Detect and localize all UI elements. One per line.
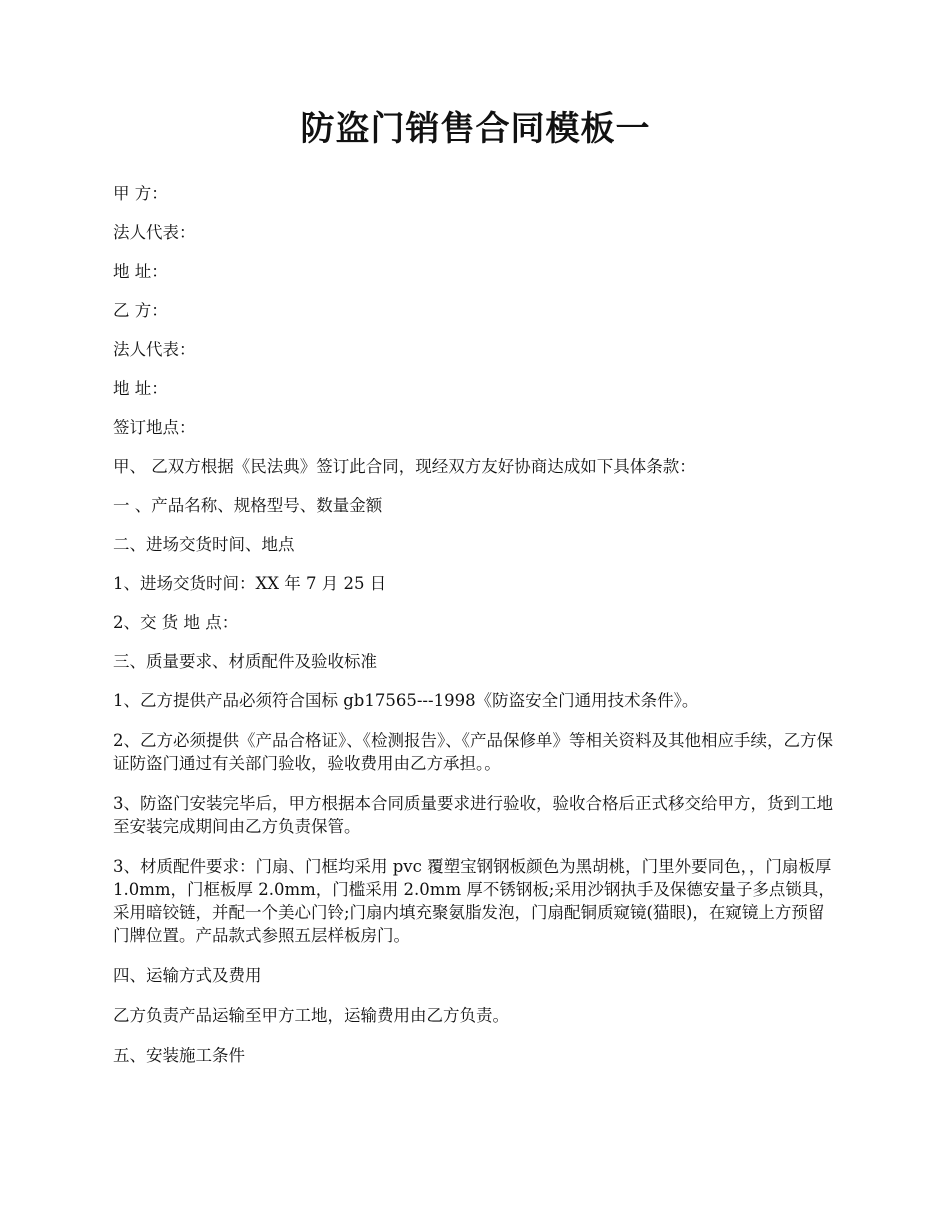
section-4-heading: 四、运输方式及费用 <box>113 966 262 985</box>
document-title: 防盗门销售合同模板一 <box>300 109 651 149</box>
party-a-field: 甲 方： <box>113 184 168 203</box>
section-1-heading: 一 、产品名称、规格型号、数量金额 <box>113 496 383 515</box>
party-a-address-field: 地 址： <box>113 262 168 281</box>
section-3-heading: 三、质量要求、材质配件及验收标准 <box>113 652 377 671</box>
section-4-text: 乙方负责产品运输至甲方工地，运输费用由乙方负责。 <box>113 1006 509 1025</box>
party-b-address-field: 地 址： <box>113 379 168 398</box>
party-b-field: 乙 方： <box>113 301 168 320</box>
section-2-heading: 二、进场交货时间、地点 <box>113 535 295 554</box>
section-5-heading: 五、安装施工条件 <box>113 1046 245 1065</box>
contract-intro: 甲、 乙双方根据《民法典》签订此合同，现经双方友好协商达成如下具体条款： <box>113 457 696 476</box>
section-3-item-4: 3、材质配件要求：门扇、门框均采用 pvc 覆塑宝钢钢板颜色为黑胡桃，门里外要同色，，门扇板厚 1.0mm，门框板厚 2.0mm，门槛采用 2.0mm 厚不锈钢板;采用沙钢执手及保德安量子多点锁具，采用暗铰链，并配一个美心门铃;门扇内填充聚氨脂发泡，门扇配铜质窥镜(猫眼)，在窥镜上方预留门牌位置。产品款式参照五层样板房门。 <box>113 857 837 945</box>
section-3-item-3: 3、防盗门安装完毕后，甲方根据本合同质量要求进行验收，验收合格后正式移交给甲方，货到工地至安装完成期间由乙方负责保管。 <box>113 794 833 836</box>
signing-place-field: 签订地点： <box>113 418 196 437</box>
party-b-representative-field: 法人代表： <box>113 340 196 359</box>
party-a-representative-field: 法人代表： <box>113 223 196 242</box>
section-2-item-1: 1、进场交货时间：XX 年 7 月 25 日 <box>113 574 387 593</box>
section-3-item-1: 1、乙方提供产品必须符合国标 gb17565---1998《防盗安全门通用技术条件》。 <box>113 691 699 710</box>
section-2-item-2: 2、交 货 地 点： <box>113 613 239 632</box>
section-3-item-2: 2、乙方必须提供《产品合格证》、《检测报告》、《产品保修单》等相关资料及其他相应手续，乙方保证防盗门通过有关部门验收，验收费用由乙方承担。。 <box>113 731 833 773</box>
